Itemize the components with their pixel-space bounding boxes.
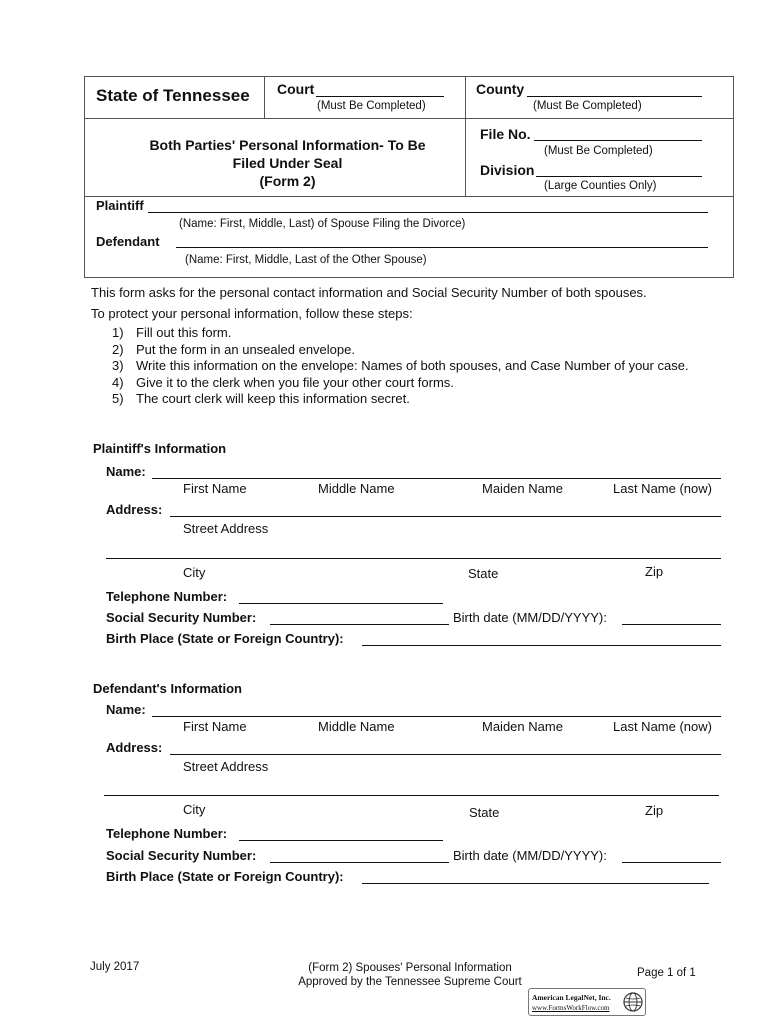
d-birthplace-field[interactable]: [362, 883, 709, 884]
d-middle-caption: Middle Name: [318, 719, 395, 734]
step-item: 4) Give it to the clerk when you file your other court forms.: [112, 374, 454, 390]
globe-icon: [623, 992, 643, 1012]
plaintiff-field[interactable]: [148, 212, 708, 213]
d-first-caption: First Name: [183, 719, 247, 734]
p-phone-label: Telephone Number:: [106, 589, 228, 604]
county-label: County: [476, 81, 525, 97]
d-street-caption: Street Address: [183, 759, 269, 774]
p-birthplace-label: Birth Place (State or Foreign Country):: [106, 631, 344, 646]
court-field[interactable]: [316, 96, 444, 97]
d-city-field[interactable]: [104, 795, 719, 796]
p-birthdate-field[interactable]: [622, 624, 721, 625]
header-divider-2: [84, 196, 734, 197]
defendant-info-heading: Defendant's Information: [93, 681, 242, 696]
p-name-label: Name:: [106, 464, 146, 479]
footer-date: July 2017: [90, 961, 140, 973]
plaintiff-label: Plaintiff: [96, 198, 144, 213]
logo-company: American LegalNet, Inc.: [532, 993, 611, 1002]
court-note: (Must Be Completed): [317, 100, 426, 112]
p-state-caption: State: [468, 566, 499, 581]
p-ssn-label: Social Security Number:: [106, 610, 257, 625]
form-title: [110, 136, 465, 190]
d-phone-field[interactable]: [239, 840, 443, 841]
footer-page: Page 1 of 1: [637, 967, 696, 979]
p-zip-caption: Zip: [645, 564, 664, 579]
p-first-caption: First Name: [183, 481, 247, 496]
p-birthdate-label: Birth date (MM/DD/YYYY):: [453, 610, 607, 625]
p-city-caption: City: [183, 565, 206, 580]
division-label: Division: [480, 162, 535, 178]
form-title-line2: Filed Under Seal: [232, 155, 343, 171]
p-last-caption: Last Name (now): [613, 481, 712, 496]
defendant-field[interactable]: [176, 247, 708, 248]
p-birthplace-field[interactable]: [362, 645, 721, 646]
d-birthdate-field[interactable]: [622, 862, 721, 863]
steps-list: [112, 325, 689, 408]
plaintiff-info-heading: Plaintiff's Information: [93, 441, 227, 456]
p-street-field[interactable]: [170, 516, 721, 517]
d-name-field[interactable]: [152, 716, 721, 717]
d-address-label: Address:: [106, 740, 163, 755]
d-birthplace-label: Birth Place (State or Foreign Country):: [106, 869, 344, 884]
d-ssn-field[interactable]: [270, 862, 449, 863]
file-no-label: File No.: [480, 126, 531, 142]
plaintiff-note: (Name: First, Middle, Last) of Spouse Filing the Divorce): [179, 218, 466, 230]
d-last-caption: Last Name (now): [613, 719, 712, 734]
step-item: 3) Write this information on the envelope: Names of both spouses, and Case Number of your case.: [112, 358, 689, 374]
step-item: 5) The court clerk will keep this information secret.: [112, 391, 410, 407]
logo-url: www.FormsWorkFlow.com: [532, 1004, 610, 1012]
d-street-field[interactable]: [170, 754, 721, 755]
form-title-line3: (Form 2): [259, 173, 316, 189]
d-name-label: Name:: [106, 702, 146, 717]
d-state-caption: State: [469, 805, 500, 820]
division-note: (Large Counties Only): [544, 180, 657, 192]
state-title: State of Tennessee: [96, 86, 250, 105]
p-ssn-field[interactable]: [270, 624, 449, 625]
header-vdivider-2: [465, 76, 466, 196]
file-no-field[interactable]: [534, 140, 702, 141]
p-name-field[interactable]: [152, 478, 721, 479]
p-maiden-caption: Maiden Name: [482, 481, 563, 496]
step-item: 1) Fill out this form.: [112, 325, 232, 340]
intro-line1: This form asks for the personal contact information and Social Security Number of both spouses.: [91, 285, 647, 300]
p-middle-caption: Middle Name: [318, 481, 395, 496]
court-label: Court: [277, 81, 315, 97]
d-ssn-label: Social Security Number:: [106, 848, 257, 863]
defendant-label: Defendant: [96, 234, 160, 249]
file-no-note: (Must Be Completed): [544, 145, 653, 157]
d-city-caption: City: [183, 802, 206, 817]
d-birthdate-label: Birth date (MM/DD/YYYY):: [453, 848, 607, 863]
footer-center: [290, 961, 530, 989]
d-phone-label: Telephone Number:: [106, 826, 228, 841]
p-city-field[interactable]: [106, 558, 721, 559]
intro-line2: To protect your personal information, follow these steps:: [91, 306, 413, 321]
p-phone-field[interactable]: [239, 603, 443, 604]
defendant-note: (Name: First, Middle, Last of the Other Spouse): [185, 254, 427, 266]
county-note: (Must Be Completed): [533, 100, 642, 112]
d-maiden-caption: Maiden Name: [482, 719, 563, 734]
footer-center-line2: Approved by the Tennessee Supreme Court: [298, 976, 522, 988]
d-zip-caption: Zip: [645, 803, 664, 818]
county-field[interactable]: [527, 96, 702, 97]
form-title-line1: Both Parties' Personal Information- To Be: [149, 137, 426, 153]
footer-center-line1: (Form 2) Spouses' Personal Information: [308, 962, 512, 974]
p-address-label: Address:: [106, 502, 163, 517]
publisher-logo: [528, 988, 646, 1016]
step-item: 2) Put the form in an unsealed envelope.: [112, 341, 355, 357]
header-vdivider-1: [264, 76, 265, 118]
header-divider-1: [84, 118, 734, 119]
p-street-caption: Street Address: [183, 521, 269, 536]
division-field[interactable]: [536, 176, 702, 177]
